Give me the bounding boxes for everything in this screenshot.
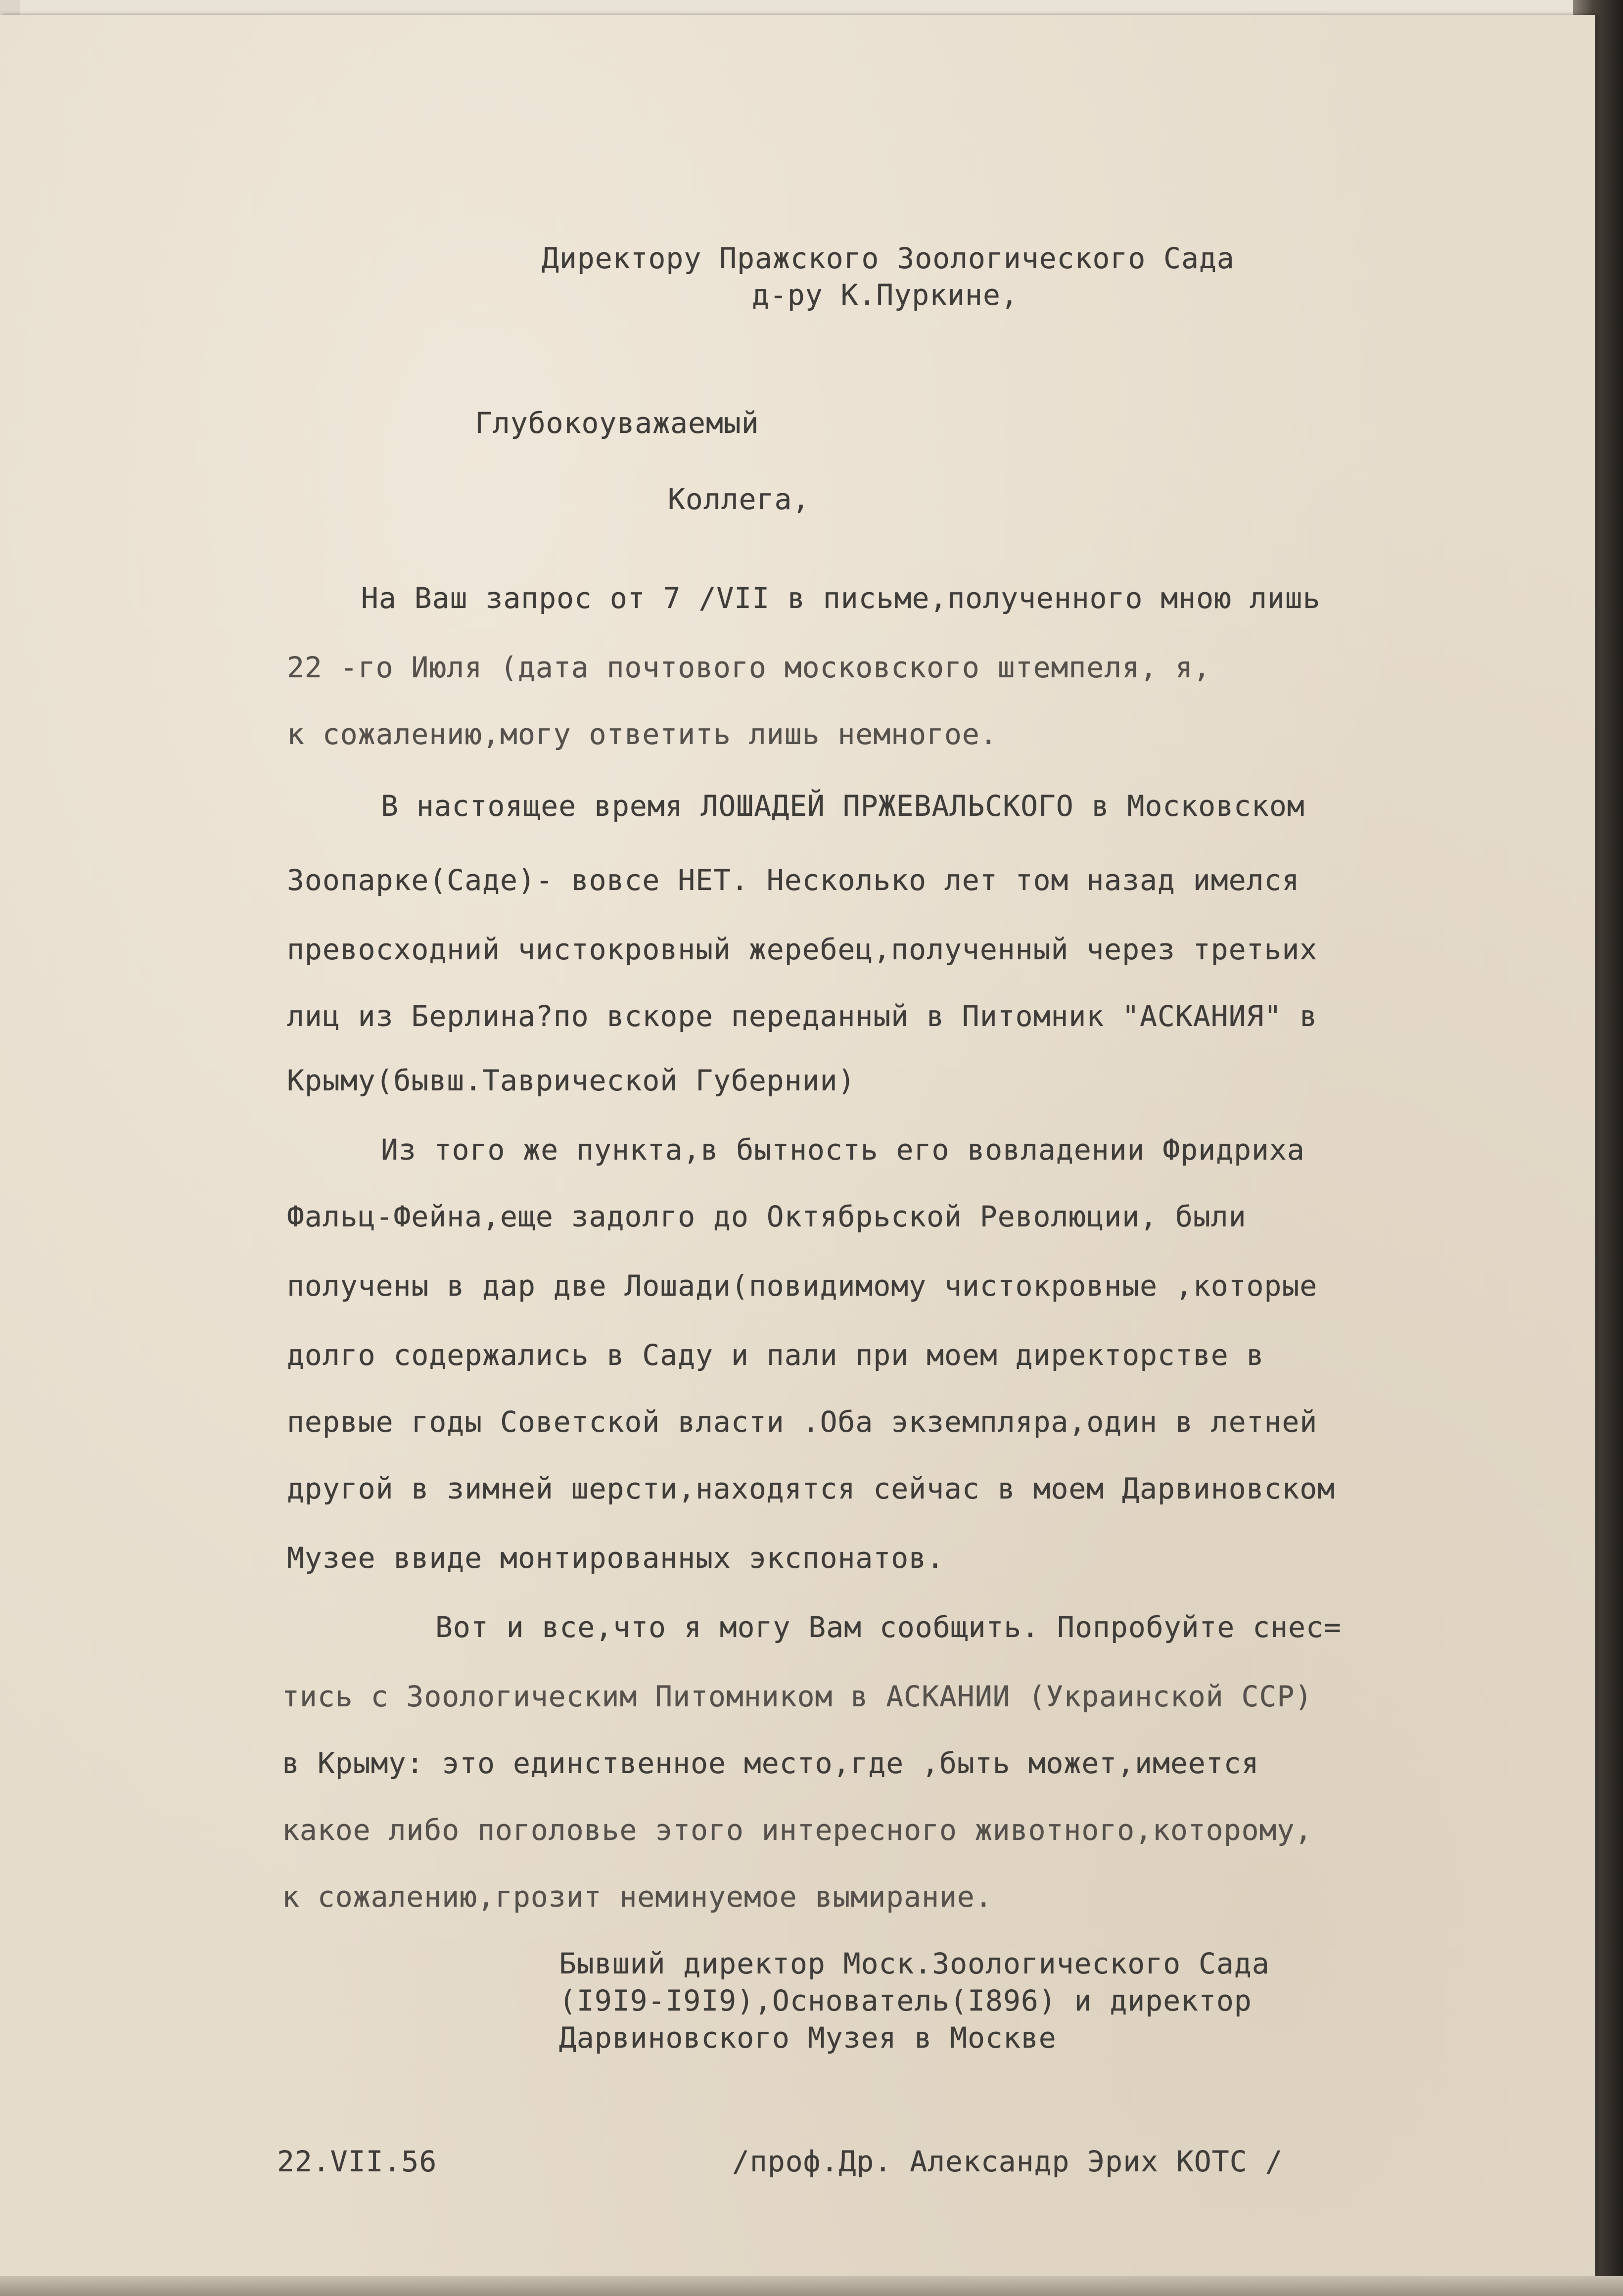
body-line-3: к сожалению,могу ответить лишь немногое. [287, 717, 998, 751]
body-line-20: к сожалению,грозит неминуемое вымирание. [282, 1880, 993, 1914]
salutation-line-2: Коллега, [668, 482, 810, 516]
body-line-14: другой в зимней шерсти,находятся сейчас в моем Дарвиновском [287, 1472, 1336, 1505]
body-line-9: Из того же пункта,в бытность его вовладении Фридриха [381, 1133, 1305, 1167]
body-line-7: лиц из Берлина?по вскоре переданный в Питомник "АСКАНИЯ" в [287, 999, 1318, 1033]
body-line-1: На Ваш запрос от 7 /VII в письме,полученного мною лишь [361, 581, 1321, 615]
addressee-line-2: д-ру К.Пуркине, [752, 278, 1019, 312]
body-line-18: в Крыму: это единственное место,где ,быть может,имеется [282, 1746, 1259, 1780]
body-line-11: получены в дар две Лошади(повидимому чистокровные ,которые [287, 1269, 1318, 1303]
body-line-2: 22 -го Июля (дата почтового московского штемпеля, я, [287, 651, 1211, 684]
scan-bottom-edge [0, 2276, 1623, 2296]
body-line-16: Вот и все,что я могу Вам сообщить. Попробуйте снес= [435, 1610, 1342, 1644]
body-line-6: превосходний чистокровный жеребец,полученный через третьих [287, 933, 1318, 966]
letter-page [0, 15, 1595, 2276]
body-line-13: первые годы Советской власти .Оба экземпляра,один в летней [287, 1405, 1318, 1439]
addressee-line-1: Директору Пражского Зоологического Сада [542, 241, 1235, 275]
body-line-15: Музее ввиде монтированных экспонатов. [287, 1541, 945, 1575]
letter-date: 22.VII.56 [277, 2145, 437, 2178]
body-line-4: В настоящее время ЛОШАДЕЙ ПРЖЕВАЛЬСКОГО в Московском [381, 789, 1305, 823]
signature-title-line-1: Бывший директор Моск.Зоологического Сада [559, 1947, 1270, 1980]
body-line-17: тись с Зоологическим Питомником в АСКАНИИ (Украинской ССР) [282, 1680, 1313, 1713]
body-line-10: Фальц-Фейна,еще задолго до Октябрьской Революции, были [287, 1200, 1247, 1233]
body-line-19: какое либо поголовье этого интересного животного,которому, [282, 1813, 1313, 1847]
signature-title-line-2: (I9I9-I9I9),Основатель(I896) и директор [559, 1984, 1252, 2017]
body-line-12: долго содержались в Саду и пали при моем директорстве в [287, 1338, 1264, 1372]
body-line-5: Зоопарке(Саде)- вовсе НЕТ. Несколько лет том назад имелся [287, 863, 1300, 897]
salutation-line-1: Глубокоуважаемый [475, 406, 759, 440]
signature-name: /проф.Др. Александр Эрих КОТС / [732, 2145, 1283, 2178]
signature-title-line-3: Дарвиновского Музея в Москве [559, 2021, 1057, 2055]
body-line-8: Крыму(бывш.Таврической Губернии) [287, 1064, 856, 1097]
